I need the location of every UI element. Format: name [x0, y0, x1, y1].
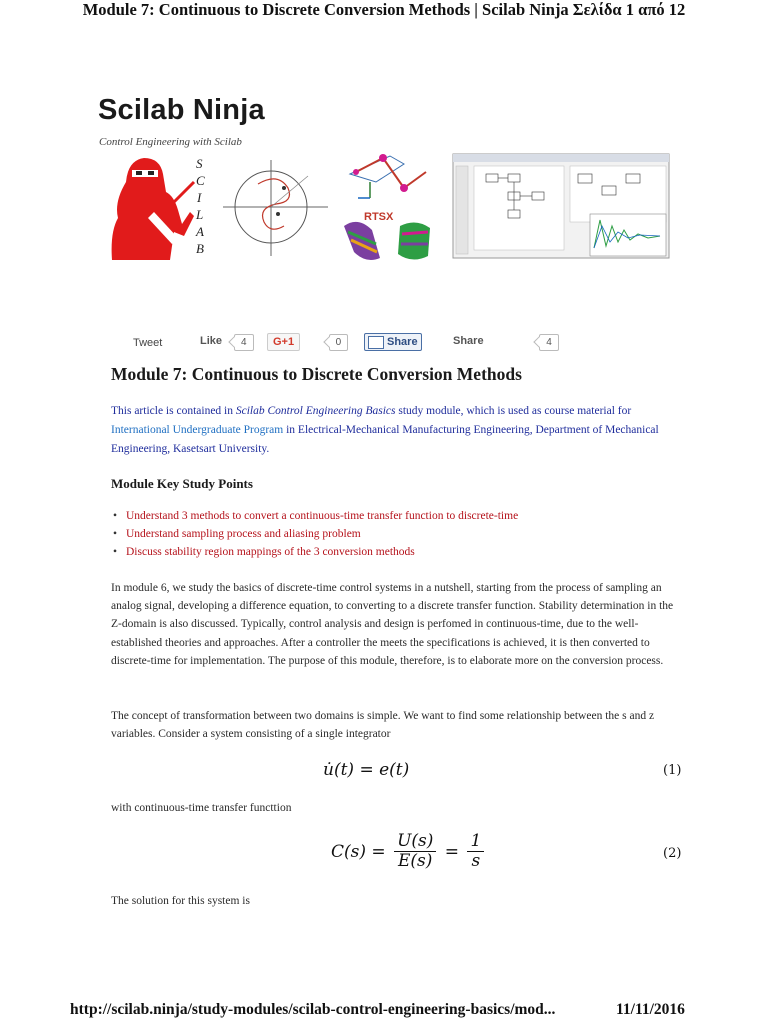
page-url[interactable]: http://scilab.ninja/study-modules/scilab-control-engineering-basics/mod... — [70, 1001, 556, 1018]
ninja-figure-image — [112, 158, 194, 260]
equation-1-number: (1) — [663, 763, 682, 778]
equals-sign: = — [444, 841, 460, 862]
share-box-icon — [368, 336, 384, 349]
key-points-list — [113, 507, 518, 561]
print-header-title: Module 7: Continuous to Discrete Conversion Methods | Scilab Ninja Σελίδα 1 από 12 — [82, 0, 686, 19]
intro-text-1: This article is contained in — [111, 405, 236, 417]
site-banner[interactable] — [108, 152, 670, 264]
key-points-heading: Module Key Study Points — [111, 476, 253, 491]
banner-letter-c: C — [196, 173, 205, 188]
body-paragraph: with continuous-time transfer functtion — [111, 802, 292, 814]
facebook-share-button[interactable] — [364, 333, 422, 351]
social-share-bar — [133, 333, 552, 353]
print-date: 11/11/2016 — [616, 1001, 685, 1018]
equation-2-expression — [331, 832, 487, 871]
linkedin-share-button[interactable]: Share — [453, 335, 484, 347]
banner-letter-b: B — [196, 241, 204, 256]
banner-letter-s: S — [196, 156, 203, 171]
body-paragraph: The solution for this system is — [111, 895, 250, 907]
rtsx-label: RTSX — [364, 211, 394, 223]
body-paragraph: The concept of transformation between two domains is simple. We want to find some relationship between the s and z variables. Consider a system consisting of a single integrator — [111, 710, 655, 741]
equation-2 — [111, 832, 686, 878]
fraction-numerator: U(s) — [394, 832, 436, 852]
module-name[interactable]: Scilab Control Engineering Basics — [235, 405, 396, 417]
tweet-button[interactable]: Tweet — [133, 337, 163, 349]
fraction-denominator: s — [471, 851, 481, 871]
rtsx-robot-image — [344, 154, 430, 260]
facebook-share-label: Share — [387, 336, 418, 348]
fraction-denominator: E(s) — [398, 851, 433, 871]
fraction-u-over-e — [394, 832, 436, 871]
like-count: 4 — [234, 334, 254, 351]
polar-diagram-image — [223, 160, 328, 256]
site-title[interactable]: Scilab Ninja — [98, 94, 265, 126]
article-title: Module 7: Continuous to Discrete Conversion Methods — [111, 364, 522, 384]
program-link[interactable]: International Undergraduate Program — [111, 424, 284, 436]
body-paragraph: In module 6, we study the basics of discrete-time control systems in a nutshell, starting from the process of sampling an analog signal, developing a difference equation, to converting to a discrete transfer function. Stability determination in the Z-domain is also discussed. Typically, control analysis and design is perfomed in continuous-time, due to the well-established theories and approaches. After a controller the meets the specifications is achieved, it is then converted to discrete-time for implementation. The purpose of this module, therefore, is to elaborate more on the conversion process. — [111, 582, 674, 667]
intro-text-2: study module, which is used as course material for — [395, 405, 632, 417]
intro-paragraph — [111, 402, 691, 459]
facebook-like-button[interactable]: Like — [200, 335, 223, 347]
fraction-one-over-s — [467, 832, 484, 871]
key-point-item: • Understand 3 methods to convert a continuous-time transfer function to discrete-time — [113, 507, 518, 525]
linkedin-share-count: 4 — [539, 334, 559, 351]
xcos-screenshot-image — [453, 154, 669, 258]
print-footer — [70, 1001, 710, 1019]
google-plus-button[interactable]: G+1 — [267, 333, 300, 351]
equation-2-number: (2) — [663, 846, 682, 861]
intro-text-3: in Electrical-Mechanical Manufacturing Engineering, Department of Mechanical Engineering, Kasetsart University. — [111, 424, 659, 455]
equation-1 — [111, 760, 686, 786]
banner-letter-i: I — [197, 190, 202, 205]
google-plus-count: 0 — [329, 334, 349, 351]
fraction-numerator: 1 — [467, 832, 484, 852]
equation-1-expression: u̇(t) = e(t) — [323, 760, 410, 780]
equation-2-lhs: C(s) = — [331, 841, 386, 862]
banner-letter-l: L — [196, 207, 204, 222]
banner-letter-a: A — [196, 224, 204, 239]
site-tagline: Control Engineering with Scilab — [99, 136, 242, 148]
key-point-item: • Understand sampling process and aliasing problem — [113, 525, 518, 543]
key-point-item: • Discuss stability region mappings of the 3 conversion methods — [113, 543, 518, 561]
